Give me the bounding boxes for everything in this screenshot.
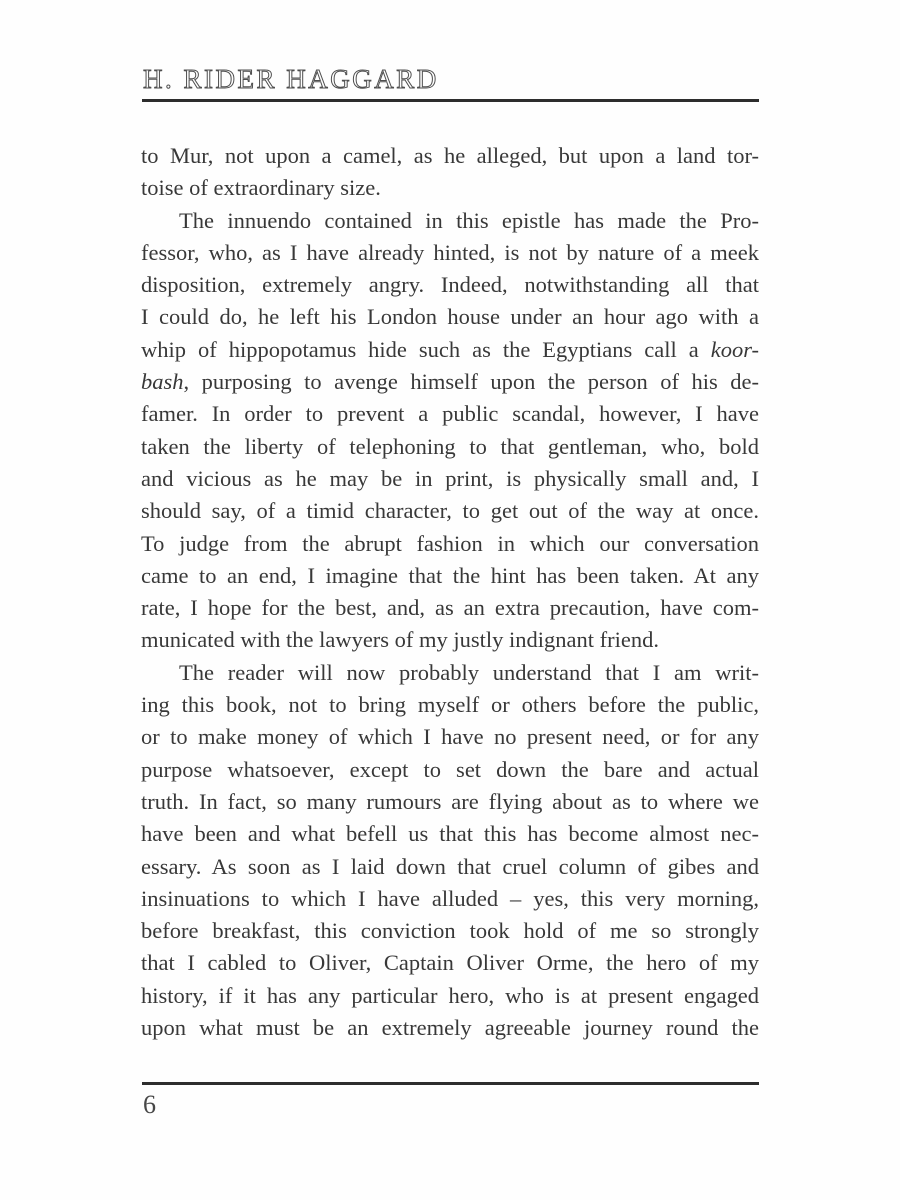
text-line: truth. In fact, so many rumours are flying about as to where we (141, 788, 759, 814)
text-line: famer. In order to prevent a public scandal, however, I have (141, 401, 759, 427)
text-line: before breakfast, this conviction took hold of me so strongly (141, 918, 759, 944)
text-line: essary. As soon as I laid down that cruel column of gibes and (141, 853, 759, 879)
text-line: to Mur, not upon a camel, as he alleged, but upon a land tor- (141, 143, 759, 168)
text-line: bash, purposing to avenge himself upon the person of his de- (141, 369, 759, 395)
text-line: purpose whatsoever, except to set down the bare and actual (141, 756, 759, 782)
text-line: municated with the lawyers of my justly indignant friend. (141, 627, 660, 653)
text-line: taken the liberty of telephoning to that gentleman, who, bold (141, 433, 759, 459)
paragraph (141, 140, 759, 205)
text-line: fessor, who, as I have already hinted, is not by nature of a meek (141, 239, 759, 265)
paragraph (141, 657, 759, 1045)
text-line: and vicious as he may be in print, is physically small and, I (141, 465, 759, 491)
text-line: should say, of a timid character, to get out of the way at once. (141, 498, 759, 524)
text-line: history, if it has any particular hero, who is at present engaged (141, 982, 759, 1008)
author-header: H. RIDER HAGGARD (143, 64, 439, 94)
text-line: rate, I hope for the best, and, as an extra precaution, have com- (141, 595, 759, 621)
text-line: or to make money of which I have no present need, or for any (141, 724, 759, 750)
text-line: came to an end, I imagine that the hint has been taken. At any (141, 562, 759, 588)
text-line: To judge from the abrupt fashion in which our conversation (141, 530, 759, 556)
text-line: ing this book, not to bring myself or others before the public, (141, 692, 759, 718)
text-line: insinuations to which I have alluded – yes, this very morning, (141, 885, 759, 911)
text-line: disposition, extremely angry. Indeed, notwithstanding all that (141, 272, 759, 298)
text-line: I could do, he left his London house under an hour ago with a (141, 304, 759, 330)
text-line: The innuendo contained in this epistle has made the Pro- (179, 207, 759, 233)
text-line: toise of extraordinary size. (141, 175, 381, 201)
paragraph (141, 205, 759, 657)
page-number: 6 (143, 1090, 156, 1119)
text-line: upon what must be an extremely agreeable journey round the (141, 1015, 759, 1041)
text-line: whip of hippopotamus hide such as the Egyptians call a koor- (141, 336, 759, 362)
text-line: have been and what befell us that this has become almost nec- (141, 821, 759, 847)
text-line: The reader will now probably understand that I am writ- (179, 659, 759, 685)
text-line: that I cabled to Oliver, Captain Oliver Orme, the hero of my (141, 950, 759, 976)
page-body (141, 140, 759, 1044)
footer-rule (142, 1082, 759, 1085)
header-rule (142, 99, 759, 102)
